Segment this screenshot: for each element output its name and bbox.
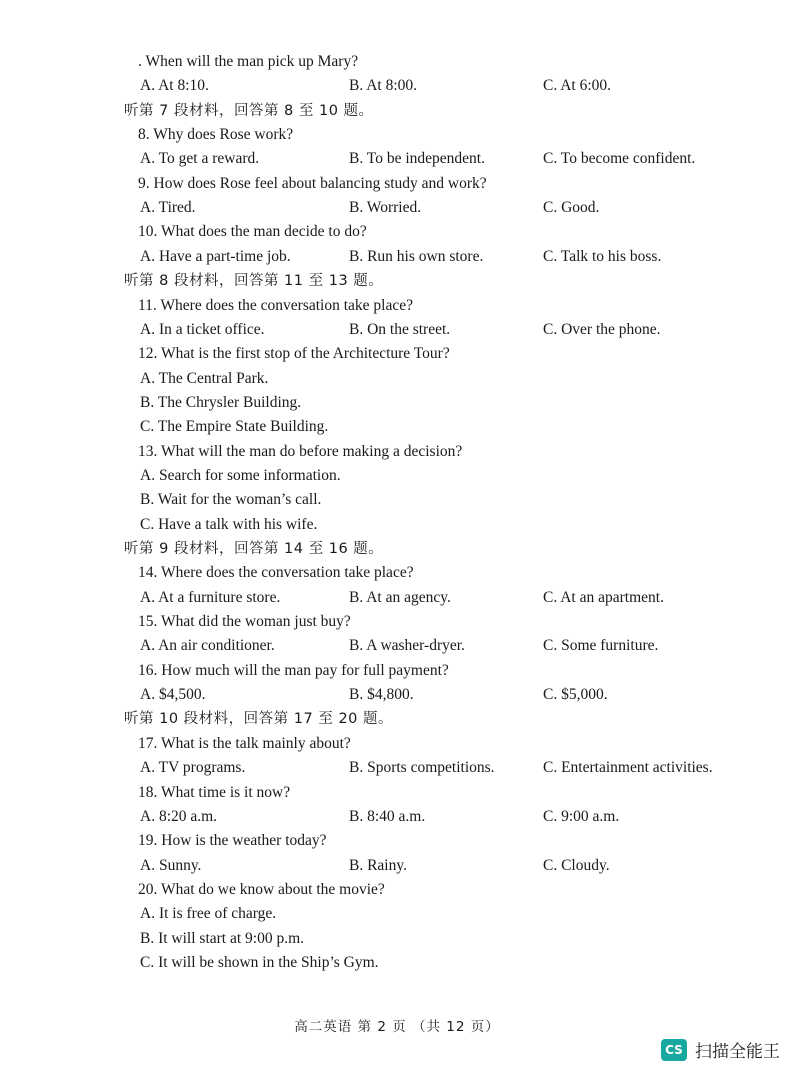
question-text: 9. How does Rose feel about balancing study and work? (138, 174, 487, 192)
answer-option: A. To get a reward. (140, 150, 260, 168)
answer-option: C. Some furniture. (543, 637, 659, 655)
answer-option: C. Cloudy. (543, 856, 610, 874)
answer-option: A. At a furniture store. (140, 588, 281, 606)
question-line (0, 440, 794, 464)
answer-option: B. At 8:00. (349, 77, 418, 95)
question-line (0, 659, 794, 683)
answer-option: B. Worried. (349, 199, 422, 217)
section-heading (0, 269, 794, 293)
question-line (0, 123, 794, 147)
options-line (0, 805, 794, 829)
answer-option: B. Wait for the woman’s call. (140, 491, 322, 509)
options-line (0, 586, 794, 610)
answer-option: A. At 8:10. (140, 77, 209, 95)
answer-option: B. $4,800. (349, 686, 414, 704)
question-text: 19. How is the weather today? (138, 832, 327, 850)
answer-option: C. The Empire State Building. (140, 418, 329, 436)
answer-option: C. $5,000. (543, 686, 608, 704)
answer-option: C. To become confident. (543, 150, 696, 168)
options-line (0, 634, 794, 658)
answer-option: C. Talk to his boss. (543, 247, 662, 265)
options-line (0, 367, 794, 391)
camscanner-logo-icon: CS (661, 1039, 687, 1061)
question-line (0, 220, 794, 244)
answer-option: A. TV programs. (140, 759, 246, 777)
section-heading-text: 听第 7 段材料，回答第 8 至 10 题。 (124, 102, 374, 119)
options-line (0, 927, 794, 951)
camscanner-watermark (661, 1037, 780, 1062)
answer-option: B. Run his own store. (349, 247, 484, 265)
options-line (0, 513, 794, 537)
answer-option: C. At 6:00. (543, 77, 612, 95)
answer-option: B. 8:40 a.m. (349, 807, 426, 825)
options-line (0, 488, 794, 512)
section-heading-text: 听第 10 段材料，回答第 17 至 20 题。 (124, 711, 394, 728)
answer-option: A. It is free of charge. (140, 905, 277, 923)
question-line (0, 561, 794, 585)
options-line (0, 318, 794, 342)
answer-option: B. On the street. (349, 320, 451, 338)
answer-option: C. 9:00 a.m. (543, 807, 620, 825)
options-line (0, 951, 794, 975)
question-text: 8. Why does Rose work? (138, 126, 294, 144)
answer-option: B. To be independent. (349, 150, 485, 168)
question-text: 16. How much will the man pay for full payment? (138, 661, 449, 679)
question-text: 14. Where does the conversation take place? (138, 564, 414, 582)
answer-option: B. A washer-dryer. (349, 637, 465, 655)
page-footer: 高二英语 第 2 页 （共 12 页） (294, 1019, 500, 1035)
question-text: 11. Where does the conversation take place? (138, 296, 414, 314)
options-line (0, 756, 794, 780)
answer-option: A. Have a part-time job. (140, 247, 291, 265)
section-heading (0, 537, 794, 561)
question-text: 20. What do we know about the movie? (138, 880, 385, 898)
answer-option: B. Rainy. (349, 856, 407, 874)
options-line (0, 147, 794, 171)
answer-option: A. Tired. (140, 199, 196, 217)
answer-option: C. Good. (543, 199, 600, 217)
answer-option: C. Entertainment activities. (543, 759, 713, 777)
question-text: 17. What is the talk mainly about? (138, 734, 351, 752)
options-line (0, 391, 794, 415)
question-line (0, 878, 794, 902)
question-line (0, 829, 794, 853)
options-line (0, 196, 794, 220)
camscanner-label: 扫描全能王 (695, 1042, 780, 1062)
options-line (0, 854, 794, 878)
question-line (0, 732, 794, 756)
question-line (0, 342, 794, 366)
answer-option: B. It will start at 9:00 p.m. (140, 929, 305, 947)
answer-option: A. $4,500. (140, 686, 206, 704)
answer-option: A. An air conditioner. (140, 637, 275, 655)
question-text: 15. What did the woman just buy? (138, 613, 351, 631)
options-line (0, 245, 794, 269)
answer-option: A. Search for some information. (140, 466, 341, 484)
section-heading-text: 听第 8 段材料，回答第 11 至 13 题。 (124, 273, 384, 290)
question-text: 13. What will the man do before making a decision? (138, 442, 463, 460)
answer-option: C. Have a talk with his wife. (140, 515, 318, 533)
options-line (0, 902, 794, 926)
question-line (0, 172, 794, 196)
question-line (0, 781, 794, 805)
answer-option: C. Over the phone. (543, 320, 661, 338)
question-line (0, 50, 794, 74)
answer-option: B. Sports competitions. (349, 759, 495, 777)
question-text: . When will the man pick up Mary? (138, 53, 359, 70)
answer-option: C. It will be shown in the Ship’s Gym. (140, 953, 379, 971)
question-text: 12. What is the first stop of the Architecture Tour? (138, 345, 450, 363)
answer-option: B. At an agency. (349, 588, 451, 606)
answer-option: A. Sunny. (140, 856, 202, 874)
options-line (0, 464, 794, 488)
options-line (0, 415, 794, 439)
section-heading-text: 听第 9 段材料，回答第 14 至 16 题。 (124, 541, 384, 557)
answer-option: A. In a ticket office. (140, 320, 265, 338)
section-heading (0, 707, 794, 731)
options-line (0, 74, 794, 98)
answer-option: A. The Central Park. (140, 369, 269, 387)
question-line (0, 610, 794, 634)
question-text: 18. What time is it now? (138, 783, 291, 801)
answer-option: B. The Chrysler Building. (140, 393, 302, 411)
section-heading (0, 99, 794, 123)
options-line (0, 683, 794, 707)
question-text: 10. What does the man decide to do? (138, 223, 367, 241)
answer-option: A. 8:20 a.m. (140, 807, 218, 825)
question-line (0, 294, 794, 318)
answer-option: C. At an apartment. (543, 588, 664, 606)
